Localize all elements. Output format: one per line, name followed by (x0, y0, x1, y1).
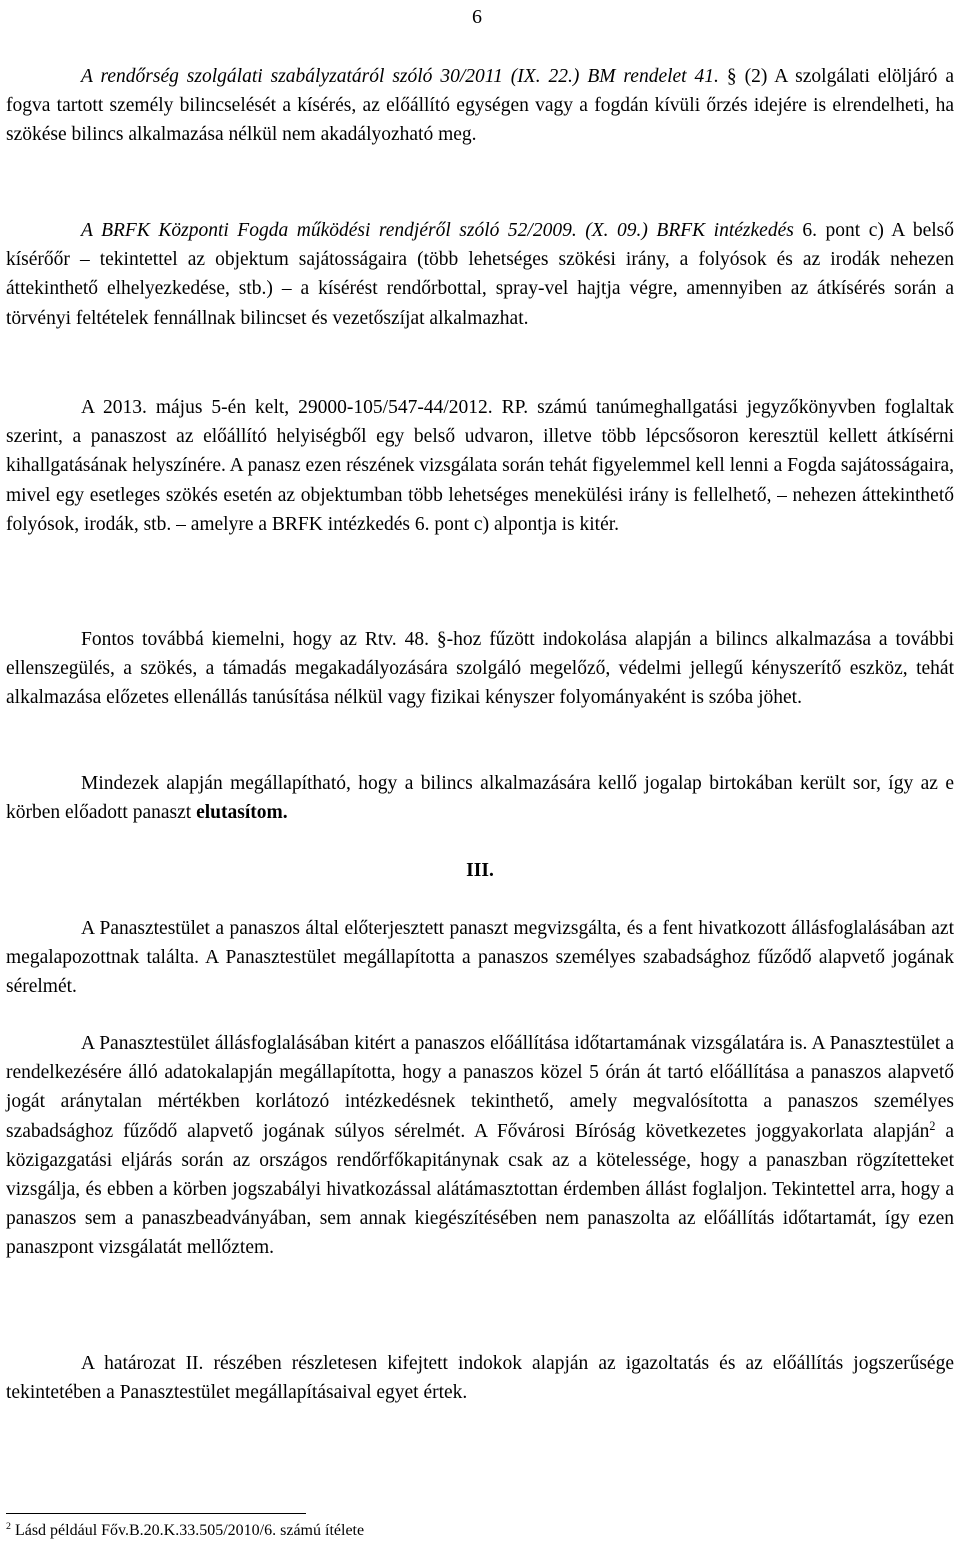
paragraph-final-statement: A határozat II. részében részletesen kifejtett indokok alapján az igazoltatás és az előállítás jogszerűsége tekintetében a Panasztestület megállapításaival egyet értek. (6, 1353, 954, 1404)
conclusion-text: Mindezek alapján megállapítható, hogy a bilincs alkalmazására kellő jogalap birtokában került sor, így az e körben előadott panaszt (6, 773, 954, 824)
citation-text: § (2) A szolgálati elöljáró a fogva tartott személy bilincselését a kísérés, az előállító egységen vagy a fogdán kívüli őrzés idejére is elrendelheti, ha szökése bilincs alkalmazása nélkül nem akadályozható meg. (6, 66, 954, 146)
page-number: 6 (472, 6, 482, 28)
citation-paragraph-police-regulation (6, 62, 954, 150)
paragraph-witness-record: A 2013. május 5-én kelt, 29000-105/547-44/2012. RP. számú tanúmeghallgatási jegyzőkönyvben foglaltak szerint, a panaszost az előállító helyiségből egy belső udvaron, illetve több lépcsősoron keresztül kellett átkísérni kihallgatásának helyszínére. A panasz ezen részének vizsgálata során tehát figyelemmel kell lenni a Fogda sajátosságaira, mivel egy esetleges szökés esetén az objektumban több lehetséges menekülési irány is fellelhető, – nehezen áttekinthető folyósok, irodák, stb. – amelyre a BRFK intézkedés 6. pont c) alpontja is kitér. (6, 397, 954, 535)
conclusion-bold-word: elutasítom. (196, 802, 288, 824)
footnote (6, 1520, 364, 1542)
citation-title-italic: A BRFK Központi Fogda működési rendjéről szóló 52/2009. (X. 09.) BRFK intézkedés (81, 220, 794, 241)
paragraph-detention-duration (6, 1029, 954, 1263)
paragraph-panel-findings: A Panasztestület a panaszos által előterjesztett panaszt megvizsgálta, és a fent hivatkozott állásfoglalásában azt megalapozottnak találta. A Panasztestület megállapította a panaszos személyes szabadsághoz fűződő alapvető jogának sérelmét. (6, 918, 954, 998)
footnote-divider (6, 1513, 306, 1514)
citation-text: 6. pont c) A belső kísérőőr – tekintettel az objektum sajátosságaira (több lehetséges szökési irány, a folyósok és az irodák nehezen áttekinthető elhelyezkedése, stb.) – a kísérést rendőrbottal, spray-vel hajtja végre, amennyiben az átkísérés során a törvényi feltételek fennállnak bilincset és vezetőszíjat alkalmazhat. (6, 220, 954, 329)
section-heading: III. (466, 860, 494, 881)
footnote-number: 2 (6, 1521, 11, 1533)
citation-title-italic: A rendőrség szolgálati szabályzatáról szóló 30/2011 (IX. 22.) BM rendelet 41. (81, 66, 719, 87)
citation-paragraph-brfk-order (6, 216, 954, 333)
footnote-reference[interactable]: 2 (929, 1118, 936, 1133)
paragraph-conclusion (6, 769, 954, 827)
footnote-text: Lásd például Főv.B.20.K.33.505/2010/6. számú ítélete (10, 1522, 365, 1539)
duration-text-before: A Panasztestület állásfoglalásában kitért a panaszos előállítása időtartamának vizsgálatára is. A Panasztestület a rendelkezésére álló adatokalapján megállapította, hogy a panaszos közel 5 órán át tartó előállítása a panaszos alapvető jogát aránytalan mértékben korlátozó intézkedésnek tekinthető, amely megvalósította a panaszos személyes szabadsághoz fűződő alapvető jogának súlyos sérelmét. A Fővárosi Bíróság következetes joggyakorlata alapján (6, 1033, 954, 1142)
duration-text-after: a közigazgatási eljárás során az országos rendőrfőkapitánynak csak az a kötelessége, hogy a panaszban rögzítetteket vizsgálja, és ebben a körben jogszabályi hivatkozással alátámasztottan érdemben állást foglaljon. Tekintettel arra, hogy a panaszos sem a panaszbeadványában, sem annak kiegészítésében nem panaszolta az előállítás időtartamát, így ezen panaszpont vizsgálatát mellőztem. (6, 1120, 954, 1259)
paragraph-rtv-reasoning: Fontos továbbá kiemelni, hogy az Rtv. 48. §-hoz fűzött indokolása alapján a bilincs alkalmazása a további ellenszegülés, a szökés, a támadás megakadályozására szolgáló megelőző, védelmi jellegű kényszerítő eszköz, tehát alkalmazása előzetes ellenállás tanúsítása nélkül vagy fizikai kényszer folyományaként is szóba jöhet. (6, 629, 954, 709)
